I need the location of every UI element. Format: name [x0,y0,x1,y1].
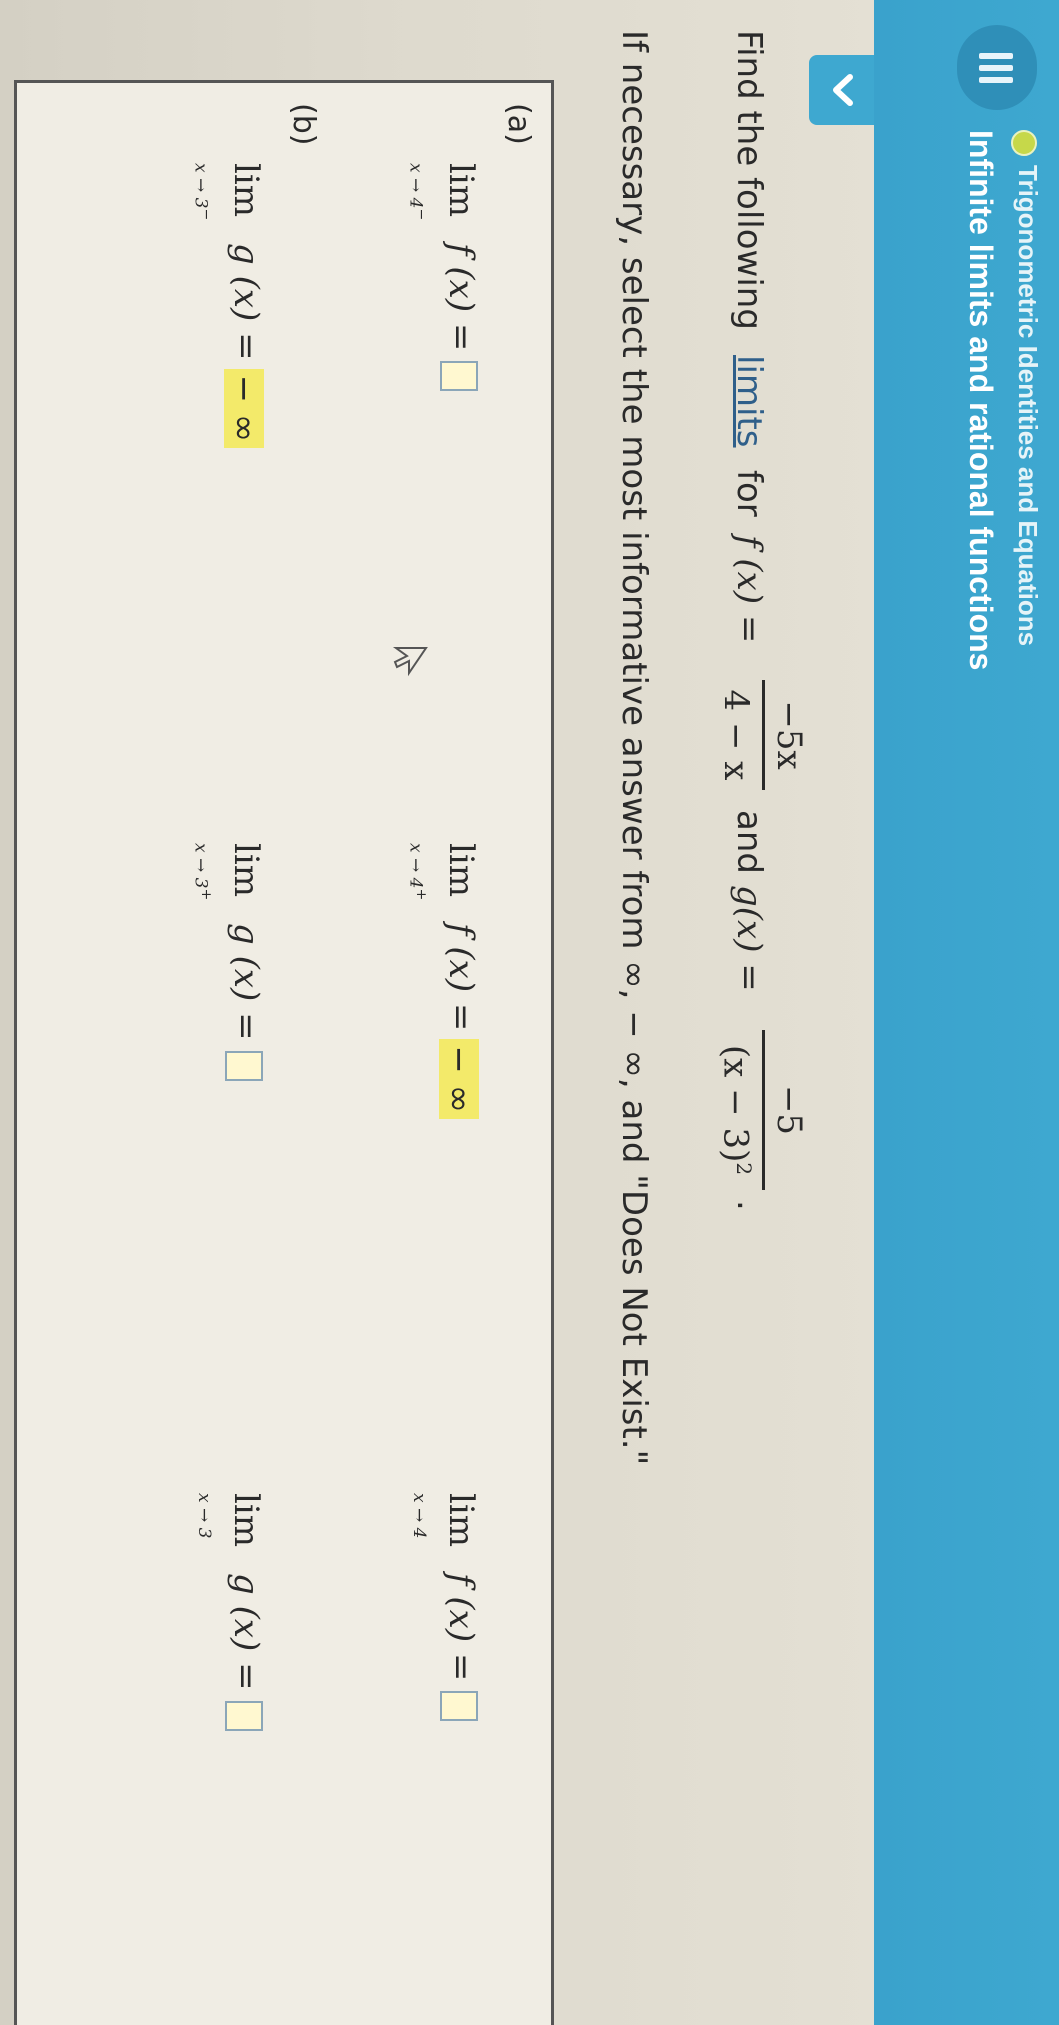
limit-a2 [405,843,481,1114]
lim-word: lim [441,843,481,897]
lim-subscript: x → 4 [409,1493,429,1539]
lim-subscript [190,843,214,900]
g-denominator-base: (x − 3) [715,1044,756,1163]
part-a-label: (a) [501,103,536,145]
f-fraction [716,680,809,790]
lim-expression [440,243,481,391]
mouse-pointer-icon [391,643,431,683]
lim-subscript-text: x → 3 [190,843,211,889]
lim-subscript [405,163,429,220]
status-dot-icon [1011,130,1037,156]
lim-side: − [413,208,429,221]
lim-word: lim [226,163,266,217]
limit-a1 [405,163,481,352]
limit-a3 [409,1493,481,1682]
answer-panel [14,80,554,2025]
g-fraction [716,1030,809,1190]
lim-word: lim [441,1493,481,1547]
lim-expression-text: f (x) = [441,1573,481,1682]
chevron-down-icon [826,73,860,107]
lim-word: lim [441,163,481,217]
g-numerator: −5 [762,1030,809,1190]
g-denominator [716,1030,762,1190]
answer-input-b3[interactable] [225,1701,263,1731]
lim-expression-text: f (x) = [441,243,481,352]
g-denominator-exponent: 2 [732,1162,756,1176]
part-b-label: (b) [286,103,321,146]
lim-expression-text: g (x) = [226,1573,266,1691]
answer-input-a3[interactable] [440,1691,478,1721]
f-numerator: −5x [762,680,809,790]
lim-side: + [413,888,429,901]
lim-expression-text: g (x) = [226,243,266,361]
limits-link[interactable]: limits [729,355,769,448]
lim-subscript: x → 3 [194,1493,214,1539]
lim-subscript-text: x → 4 [405,843,426,889]
menu-icon[interactable] [957,25,1037,110]
prompt-and: and [729,810,769,874]
lim-expression [225,923,266,1081]
limit-b3 [194,1493,266,1691]
limit-b1 [190,163,266,443]
answer-input-a2[interactable]: − ∞ [439,1039,479,1119]
lim-subscript-text: x → 4 [405,163,426,209]
lim-expression [225,1573,266,1731]
f-label: f (x) = [729,535,769,644]
g-label: g(x) = [729,885,769,992]
f-denominator: 4 − x [716,689,756,781]
lim-expression [224,243,266,448]
lim-subscript [405,843,429,900]
lim-subscript-text: x → 3 [190,163,211,209]
course-title: Trigonometric Identities and Equations [1013,165,1043,647]
prompt-lead: Find the following [729,30,769,330]
prompt-period: . [729,1200,769,1211]
lim-expression-text: g (x) = [226,923,266,1041]
lim-side: + [198,888,214,901]
lim-expression [440,1573,481,1721]
topic-title: Infinite limits and rational functions [963,130,999,671]
collapse-button[interactable] [809,55,874,125]
lim-expression-text: f (x) = [441,923,481,1032]
answer-input-b1[interactable]: − ∞ [224,369,264,449]
prompt-for: for [729,470,769,517]
header-bar [874,0,1059,2025]
lim-word: lim [226,843,266,897]
lim-expression [439,923,481,1119]
answer-input-a1[interactable] [440,361,478,391]
lim-subscript [190,163,214,220]
limit-b2 [190,843,266,1041]
lim-word: lim [226,1493,266,1547]
instruction-text: If necessary, select the most informative answer from ∞, − ∞, and "Does Not Exist." [614,30,654,1466]
answer-input-b2[interactable] [225,1051,263,1081]
lim-side: − [198,208,214,221]
